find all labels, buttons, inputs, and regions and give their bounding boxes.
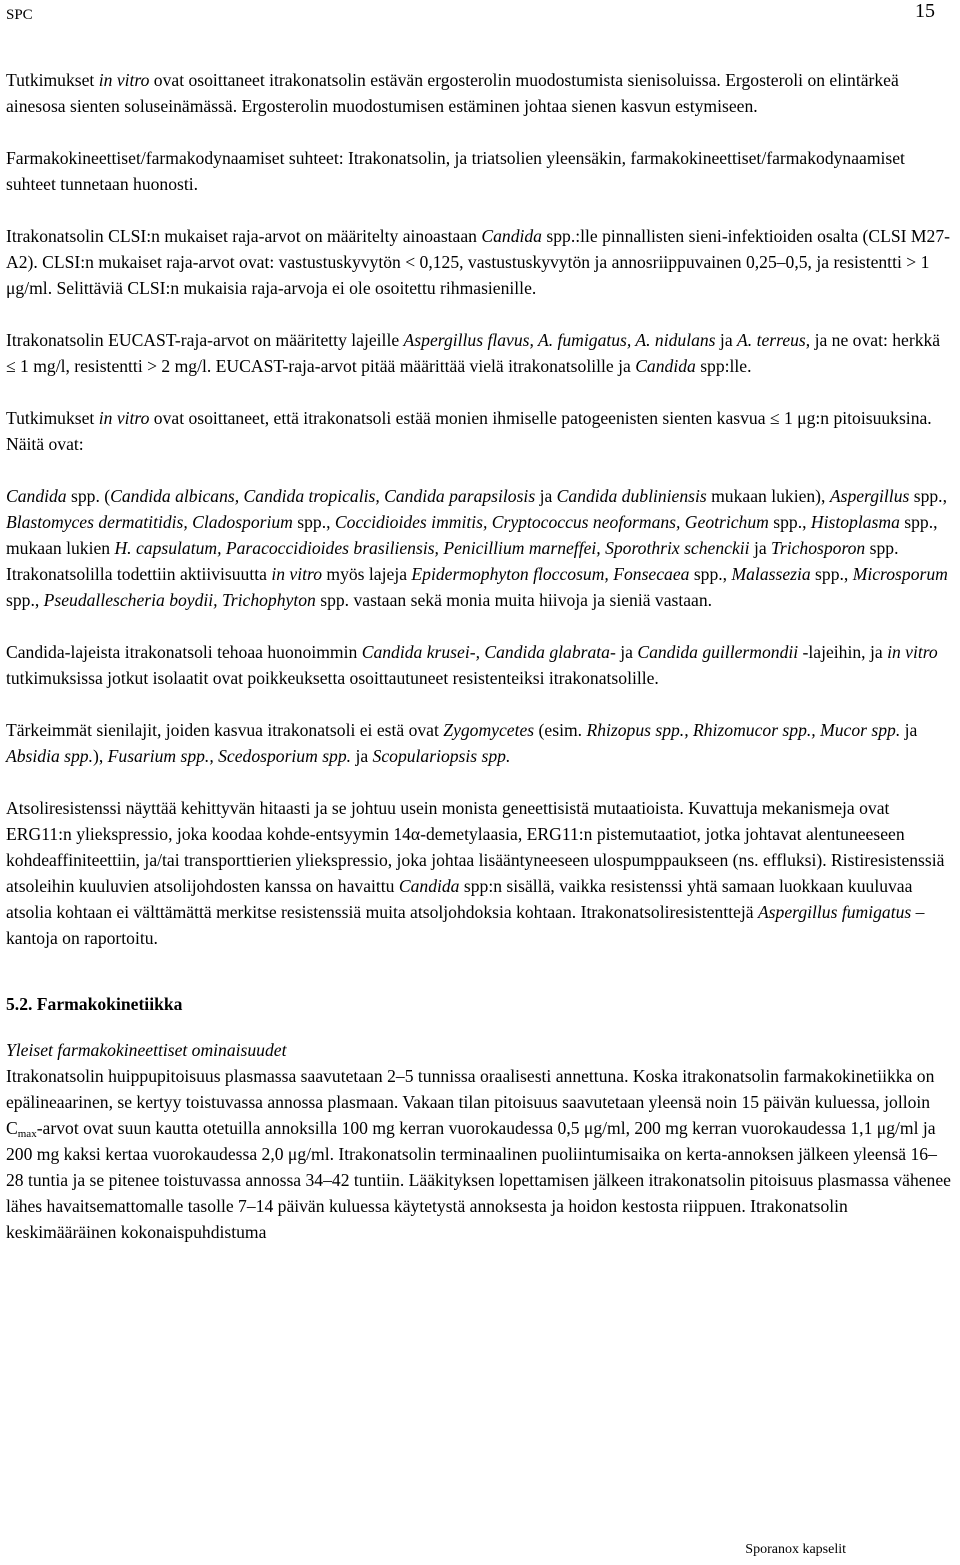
text-run: spp:lle.	[695, 356, 752, 376]
italic-text: Candida dubliniensis	[556, 486, 707, 506]
text-run: -lajeihin, ja	[798, 642, 888, 662]
text-run: spp.:lle pinnallisten sieni-infektioiden osalta (CLSI M27-A2). CLSI:n mukaiset raja-arvot ovat: vastustuskyvytön < 0,125, vastustuskyvytön ja annosriippuvainen 0,25–0,5, ja resistentti > 1 μg/ml. Selittäviä CLSI:n mukaisia raja-arvoja ei ole osoitettu rihmasienille.	[6, 226, 950, 298]
paragraph-candida	[6, 639, 954, 691]
text-run: (esim.	[534, 720, 587, 740]
italic-text: Malassezia	[731, 564, 811, 584]
paragraph-resistant-species	[6, 717, 954, 769]
italic-text: Zygomycetes	[443, 720, 535, 740]
text-run: ja	[615, 642, 638, 662]
text-run: spp. vastaan sekä monia muita hiivoja ja sieniä vastaan.	[315, 590, 713, 610]
text-run: spp.,	[768, 512, 811, 532]
text-run: –kantoja on raportoitu.	[6, 902, 925, 948]
italic-text: Rhizopus spp., Rhizomucor spp., Mucor spp.	[586, 720, 901, 740]
section-subheading: Yleiset farmakokineettiset ominaisuudet	[6, 1040, 287, 1060]
text-run: spp:n sisällä, vaikka resistenssi yhtä samaan luokkaan kuuluvaa atsolia kohtaan ei välttämättä merkitse resistenssiä muita atsoljohdoksia kohtaan. Itrakonatsoliresistenttejä	[6, 876, 913, 922]
paragraph-species-list	[6, 483, 954, 613]
text-run: Itrakonatsolin CLSI:n mukaiset raja-arvot on määritelty ainoastaan	[6, 226, 482, 246]
italic-text: H. capsulatum, Paracoccidioides brasiliensis, Penicillium marneffei, Sporothrix schenckii	[114, 538, 750, 558]
italic-text: Candida albicans, Candida tropicalis, Candida parapsilosis	[110, 486, 536, 506]
text-run: Tutkimukset	[6, 70, 99, 90]
italic-text: in vitro	[98, 70, 150, 90]
paragraph-eucast	[6, 327, 954, 379]
text-run: ja	[900, 720, 918, 740]
italic-text: Candida	[6, 486, 67, 506]
document-body	[6, 67, 954, 1245]
paragraph-mechanism	[6, 67, 954, 119]
page-number: 15	[915, 0, 935, 22]
text-run: spp.,	[292, 512, 335, 532]
italic-text: Candida	[635, 356, 696, 376]
text-run: spp.,	[810, 564, 853, 584]
italic-text: A. terreus	[737, 330, 806, 350]
text-run: spp.,	[909, 486, 947, 506]
italic-text: Candida	[398, 876, 460, 896]
text-run: Tutkimukset	[6, 408, 99, 428]
paragraph-pharmacokinetics	[6, 1063, 954, 1245]
text-run: -arvot ovat suun kautta otetuilla annoksilla 100 mg kerran vuorokaudessa 0,5 μg/ml, 200 mg kerran vuorokaudessa 1,1 μg/ml ja 200 mg kaksi kertaa vuorokaudessa 2,0 μg/ml. Itrakonatsolin terminaalinen puoliintumisaika on kerta-annoksen jälkeen yleensä 16–28 tuntia ja se pitenee toistuvassa annossa 34–42 tuntiin. Lääkityksen lopettamisen jälkeen itrakonatsolin pitoisuus plasmassa vähenee lähes havaitsemattomalle tasolle 7–14 päivän kuluessa käytetystä annoksesta ja hoidon kestosta riippuen. Itrakonatsolin keskimääräinen kokonaispuhdistuma	[6, 1118, 951, 1242]
italic-text: Scopulariopsis spp.	[372, 746, 511, 766]
italic-text: Aspergillus flavus, A. fumigatus, A. nidulans	[403, 330, 716, 350]
italic-text: Candida guillermondii	[637, 642, 799, 662]
text-run: mukaan lukien),	[706, 486, 830, 506]
italic-text: Absidia spp.	[6, 746, 93, 766]
text-run: , ja ne ovat: herkkä ≤ 1 mg/l, resistentti > 2 mg/l. EUCAST-raja-arvot pitää määrittää vielä itrakonatsolille ja	[6, 330, 941, 376]
text-run: ja	[749, 538, 772, 558]
text-run: Atsoliresistenssi näyttää kehittyvän hitaasti ja se johtuu usein monista geneettisistä mutaatioista. Kuvattuja mekanismeja ovat ERG11:n yliekspressio, joka koodaa kohde-entsyymin 14α-demetylaasia, ERG11:n pistemutaatiot, jotka johtavat alentuneeseen kohdeaffiniteettiin, ja/tai transporttierien yliekspressio, joka johtaa lisääntyneeseen ulospumppaukseen (ns. effluksi). Ristiresistenssiä atsoleihin kuuluvien atsolijohdosten kanssa on havaittu	[6, 798, 945, 896]
italic-text: Candida krusei-, Candida glabrata-	[361, 642, 616, 662]
text-run: tutkimuksissa jotkut isolaatit ovat poikkeuksetta osoittautuneet resistenteiksi itrakonatsolille.	[6, 668, 659, 688]
italic-text: Aspergillus	[829, 486, 910, 506]
text-run: spp.,	[689, 564, 732, 584]
text-run: ja	[351, 746, 373, 766]
text-run: spp.,	[6, 590, 44, 610]
italic-text: Pseudallescheria boydii, Trichophyton	[43, 590, 316, 610]
italic-text: Microsporum	[852, 564, 948, 584]
text-run: Itrakonatsolin EUCAST-raja-arvot on määritetty lajeille	[6, 330, 404, 350]
italic-text: Aspergillus fumigatus	[757, 902, 912, 922]
text-run: ovat osoittaneet, että itrakonatsoli estää monien ihmiselle patogeenisten sienten kasvua ≤ 1 μg:n pitoisuuksina. Näitä ovat:	[6, 408, 932, 454]
text-run: Farmakokineettiset/farmakodynaamiset suhteet: Itrakonatsolin, ja triatsolien yleensäkin, farmakokineettiset/farmakodynaamiset suhteet tunnetaan huonosti.	[6, 148, 905, 194]
italic-text: Candida	[481, 226, 542, 246]
paragraph-pk-pd	[6, 145, 954, 197]
italic-text: in vitro	[271, 564, 322, 584]
italic-text: Fusarium spp., Scedosporium spp.	[107, 746, 352, 766]
italic-text: in vitro	[98, 408, 150, 428]
text-run: spp. (	[66, 486, 111, 506]
italic-text: Coccidioides immitis, Cryptococcus neoformans, Geotrichum	[334, 512, 769, 532]
italic-text: Epidermophyton floccosum, Fonsecaea	[411, 564, 690, 584]
paragraph-in-vitro	[6, 405, 954, 457]
text-run: ovat osoittaneet itrakonatsolin estävän ergosterolin muodostumista sienisoluissa. Ergosteroli on elintärkeä ainesosa sienten soluseinämässä. Ergosterolin muodostumisen estäminen johtaa sienen kasvun estymiseen.	[6, 70, 899, 116]
doc-label: SPC	[6, 7, 33, 23]
italic-text: Blastomyces dermatitidis, Cladosporium	[6, 512, 293, 532]
text-run: Itrakonatsolin huippupitoisuus plasmassa saavutetaan 2–5 tunnissa oraalisesti annettuna. Koska itrakonatsolin farmakokinetiikka on epälineaarinen, se kertyy toistuvassa annossa plasmaan. Vakaan tilan pitoisuus saavutetaan yleensä noin 15 päivän kuluessa, jolloin C	[6, 1066, 935, 1138]
text-run: myös lajeja	[322, 564, 412, 584]
text-run: ja	[715, 330, 738, 350]
text-run: spp., mukaan lukien	[6, 512, 938, 558]
text-run: Candida-lajeista itrakonatsoli tehoaa huonoimmin	[6, 642, 362, 662]
text-run: Tärkeimmät sienilajit, joiden kasvua itrakonatsoli ei estä ovat	[6, 720, 444, 740]
paragraph-azole-resistance	[6, 795, 954, 951]
text-run: spp. Itrakonatsolilla todettiin aktiivisuutta	[6, 538, 899, 584]
italic-text: in vitro	[887, 642, 938, 662]
paragraph-clsi	[6, 223, 954, 301]
section-heading: 5.2. Farmakokinetiikka	[6, 994, 183, 1014]
text-run: ),	[93, 746, 108, 766]
italic-text: Histoplasma	[810, 512, 900, 532]
text-run: ja	[535, 486, 557, 506]
italic-text: Trichosporon	[771, 538, 866, 558]
subscript-text: max	[17, 1128, 37, 1140]
footer-product: Sporanox kapselit	[745, 1542, 846, 1557]
